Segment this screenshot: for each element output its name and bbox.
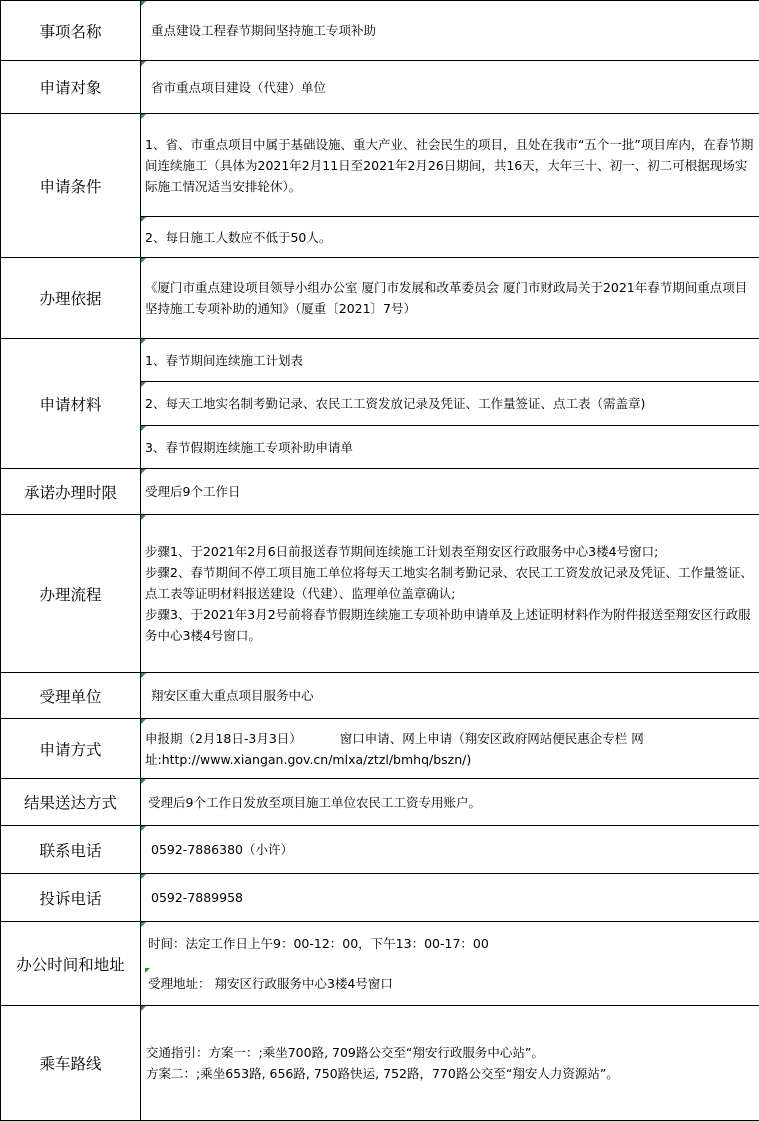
- cell-marker: [141, 673, 146, 678]
- method-line-1: [145, 728, 755, 749]
- acceptor-cell: [141, 673, 759, 719]
- method-url-line: 址:http://www.xiangan.gov.cn/mlxa/ztzl/bmhq/bszn/): [145, 749, 755, 770]
- cell-marker: [141, 426, 146, 431]
- time-limit-cell: [141, 469, 759, 515]
- cell-marker: [141, 719, 146, 724]
- office-hours: 时间：法定工作日上午9：00-12：00，下午13：00-17：00: [145, 933, 755, 954]
- item-name-label: 事项名称: [1, 1, 141, 61]
- basis-label: 办理依据: [1, 258, 141, 339]
- row-conditions-1: [1, 114, 759, 217]
- materials-cell-1: [141, 339, 759, 382]
- process-step-2: 步骤2、春节期间不停工项目施工单位将每天工地实名制考勤记录、农民工工资发放记录及凭证、工作量签证、点工表等证明材料报送建设（代建）、监理单位盖章确认;: [145, 562, 755, 604]
- route-label: 乘车路线: [1, 1006, 141, 1121]
- route-plan-1: 交通指引：方案一：;乘坐700路, 709路公交至“翔安行政服务中心站”。: [145, 1042, 755, 1063]
- method-cell: [141, 719, 759, 779]
- route-plan-2: 方案二：;乘坐653路, 656路, 750路快运, 752路，770路公交至“翔安人力资源站”。: [145, 1063, 755, 1084]
- materials-item-2: 2、每天工地实名制考勤记录、农民工工资发放记录及凭证、工作量签证、点工表（需盖章): [145, 393, 755, 414]
- item-name-value: 重点建设工程春节期间坚持施工专项补助: [151, 20, 755, 41]
- acceptor-label: 受理单位: [1, 673, 141, 719]
- cell-marker: [141, 826, 146, 831]
- conditions-item-1: 1、省、市重点项目中属于基础设施、重大产业、社会民生的项目，且处在我市“五个一批”项目库内，在春节期间连续施工（具体为2021年2月11日至2021年2月26日期间，共16天，大年三十、初一、初二可根据现场实际施工情况适当安排轮休）。: [145, 134, 755, 197]
- row-complaint: [1, 874, 759, 922]
- process-step-1: 步骤1、于2021年2月6日前报送春节期间连续施工计划表至翔安区行政服务中心3楼4号窗口;: [145, 541, 755, 562]
- acceptor-value: 翔安区重大重点项目服务中心: [151, 685, 755, 706]
- row-basis: [1, 258, 759, 339]
- cell-marker: [141, 1, 146, 6]
- delivery-cell: [141, 779, 759, 826]
- row-materials-1: [1, 339, 759, 382]
- cell-marker: [141, 339, 146, 344]
- row-time-limit: [1, 469, 759, 515]
- row-item-name: [1, 1, 759, 61]
- complaint-label: 投诉电话: [1, 874, 141, 922]
- conditions-item-2: 2、每日施工人数应不低于50人。: [145, 227, 755, 248]
- applicant-value: 省市重点项目建设（代建）单位: [151, 77, 755, 98]
- contact-label: 联系电话: [1, 826, 141, 874]
- materials-cell-3: [141, 426, 759, 469]
- complaint-value: 0592-7889958: [151, 887, 755, 908]
- delivery-value: 受理后9个工作日发放至项目施工单位农民工工资专用账户。: [145, 792, 755, 813]
- cell-marker: [141, 779, 146, 784]
- basis-cell: [141, 258, 759, 339]
- cell-marker: [141, 382, 146, 387]
- time-limit-value: 受理后9个工作日: [145, 481, 755, 502]
- process-step-3: 步骤3、于2021年3月2号前将春节假期连续施工专项补助申请单及上述证明材料作为附件报送至翔安区行政服务中心3楼4号窗口。: [145, 604, 755, 646]
- row-office: [1, 922, 759, 1006]
- method-period: 申报期（2月18日-3月3日）: [145, 731, 302, 746]
- office-address-line: [145, 973, 755, 994]
- cell-marker: [141, 874, 146, 879]
- cell-marker: [141, 469, 146, 474]
- row-applicant: [1, 61, 759, 114]
- cell-marker: [141, 515, 146, 520]
- conditions-cell-1: [141, 114, 759, 217]
- cell-marker: [145, 968, 150, 973]
- delivery-label: 结果送达方式: [1, 779, 141, 826]
- office-label: 办公时间和地址: [1, 922, 141, 1006]
- cell-marker: [141, 1006, 146, 1011]
- row-contact: [1, 826, 759, 874]
- materials-label: 申请材料: [1, 339, 141, 469]
- process-label: 办理流程: [1, 515, 141, 673]
- conditions-cell-2: [141, 217, 759, 258]
- time-limit-label: 承诺办理时限: [1, 469, 141, 515]
- cell-marker: [141, 258, 146, 263]
- route-cell: [141, 1006, 759, 1121]
- basis-value: 《厦门市重点建设项目领导小组办公室 厦门市发展和改革委员会 厦门市财政局关于2021年春节期间重点项目坚持施工专项补助的通知》（厦重〔2021〕7号）: [145, 277, 755, 319]
- contact-cell: [141, 826, 759, 874]
- process-cell: [141, 515, 759, 673]
- contact-value: 0592-7886380（小许）: [151, 839, 755, 860]
- method-label: 申请方式: [1, 719, 141, 779]
- item-name-cell: [141, 1, 759, 61]
- materials-item-3: 3、春节假期连续施工专项补助申请单: [145, 437, 755, 458]
- row-route: [1, 1006, 759, 1121]
- cell-marker: [141, 217, 146, 222]
- conditions-label: 申请条件: [1, 114, 141, 258]
- row-method: [1, 719, 759, 779]
- materials-cell-2: [141, 382, 759, 426]
- complaint-cell: [141, 874, 759, 922]
- office-address: 受理地址： 翔安区行政服务中心3楼4号窗口: [148, 976, 393, 991]
- applicant-label: 申请对象: [1, 61, 141, 114]
- method-channels: 窗口申请、网上申请（翔安区政府网站便民惠企专栏 网: [340, 731, 644, 746]
- materials-item-1: 1、春节期间连续施工计划表: [145, 350, 755, 371]
- row-process: [1, 515, 759, 673]
- row-acceptor: [1, 673, 759, 719]
- row-delivery: [1, 779, 759, 826]
- cell-marker: [141, 922, 146, 927]
- office-cell: [141, 922, 759, 1006]
- applicant-cell: [141, 61, 759, 114]
- cell-marker: [141, 61, 146, 66]
- cell-marker: [141, 114, 146, 119]
